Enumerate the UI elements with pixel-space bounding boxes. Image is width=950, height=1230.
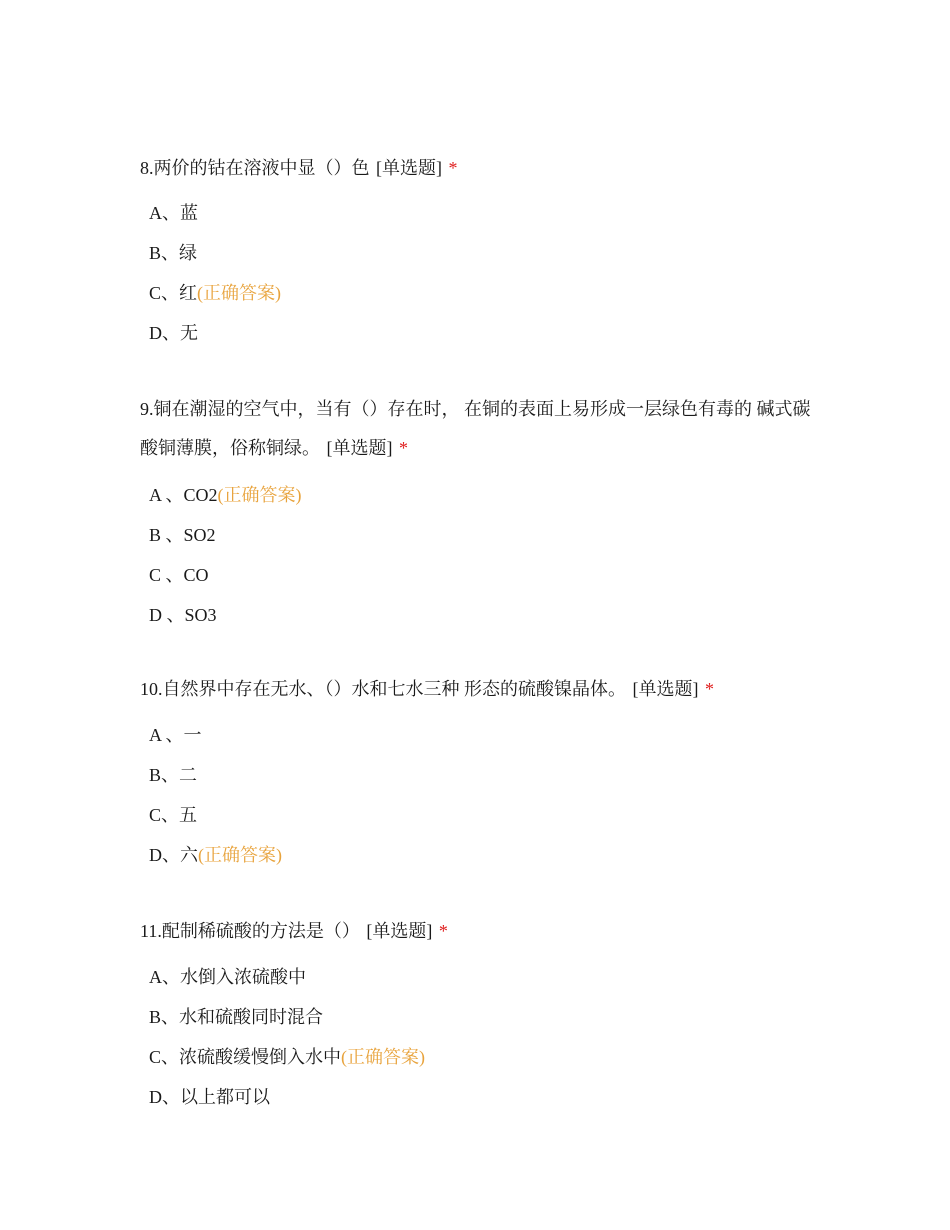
option-text: C 、CO xyxy=(149,565,209,585)
required-marker: * xyxy=(448,158,458,178)
option-text: B、水和硫酸同时混合 xyxy=(149,1007,324,1027)
option-d xyxy=(140,595,820,635)
correct-answer-note: (正确答案) xyxy=(198,845,282,865)
option-text: C、五 xyxy=(149,805,198,825)
question-text: 11.配制稀硫酸的方法是（） xyxy=(140,921,360,941)
option-b xyxy=(140,515,820,555)
option-text: A 、一 xyxy=(149,725,202,745)
question-title xyxy=(140,912,820,951)
required-marker: * xyxy=(399,438,408,458)
correct-answer-note: (正确答案) xyxy=(217,485,302,505)
question-text: 10.自然界中存在无水、（）水和七水三种 形态的硫酸镍晶体。 xyxy=(140,679,626,699)
question-title xyxy=(140,670,820,709)
option-text: B、二 xyxy=(149,765,198,785)
question-type: [单选题] xyxy=(632,679,699,699)
required-marker: * xyxy=(705,679,714,699)
option-text: D、以上都可以 xyxy=(149,1087,270,1107)
option-d xyxy=(140,1077,820,1117)
question-type: [单选题] xyxy=(376,158,442,178)
option-a xyxy=(140,715,820,755)
option-text: B、绿 xyxy=(149,243,198,263)
question-type: [单选题] xyxy=(326,438,393,458)
option-c xyxy=(140,555,820,595)
question-10 xyxy=(140,670,820,875)
question-title xyxy=(140,390,820,468)
option-a xyxy=(140,475,820,515)
option-list xyxy=(140,193,820,353)
option-text: D 、SO3 xyxy=(149,605,217,625)
option-c xyxy=(140,273,820,313)
option-a xyxy=(140,957,820,997)
question-8 xyxy=(140,149,820,353)
option-c xyxy=(140,1037,820,1077)
option-list xyxy=(140,475,820,635)
required-marker: * xyxy=(438,921,448,941)
option-a xyxy=(140,193,820,233)
question-title xyxy=(140,149,820,188)
option-text: C、红 xyxy=(149,283,198,303)
option-text: D、无 xyxy=(149,323,198,343)
correct-answer-note: (正确答案) xyxy=(341,1047,426,1067)
option-text: C、浓硫酸缓慢倒入水中 xyxy=(149,1047,342,1067)
option-text: A、蓝 xyxy=(149,203,198,223)
option-text: A 、CO2 xyxy=(149,485,218,505)
correct-answer-note: (正确答案) xyxy=(197,283,282,303)
question-text: 8.两价的钴在溶液中显（）色 xyxy=(140,158,370,178)
option-b xyxy=(140,755,820,795)
option-d xyxy=(140,313,820,353)
option-list xyxy=(140,715,820,875)
option-b xyxy=(140,233,820,273)
option-d xyxy=(140,835,820,875)
question-text: 9.铜在潮湿的空气中，当有（）存在时， 在铜的表面上易形成一层绿色有毒的 碱式碳酸铜薄膜，俗称铜绿。 xyxy=(140,399,811,458)
option-text: D、六 xyxy=(149,845,198,865)
option-list xyxy=(140,957,820,1117)
option-b xyxy=(140,997,820,1037)
question-type: [单选题] xyxy=(366,921,433,941)
question-9 xyxy=(140,390,820,635)
option-c xyxy=(140,795,820,835)
question-11 xyxy=(140,912,820,1117)
option-text: B 、SO2 xyxy=(149,525,216,545)
option-text: A、水倒入浓硫酸中 xyxy=(149,967,306,987)
